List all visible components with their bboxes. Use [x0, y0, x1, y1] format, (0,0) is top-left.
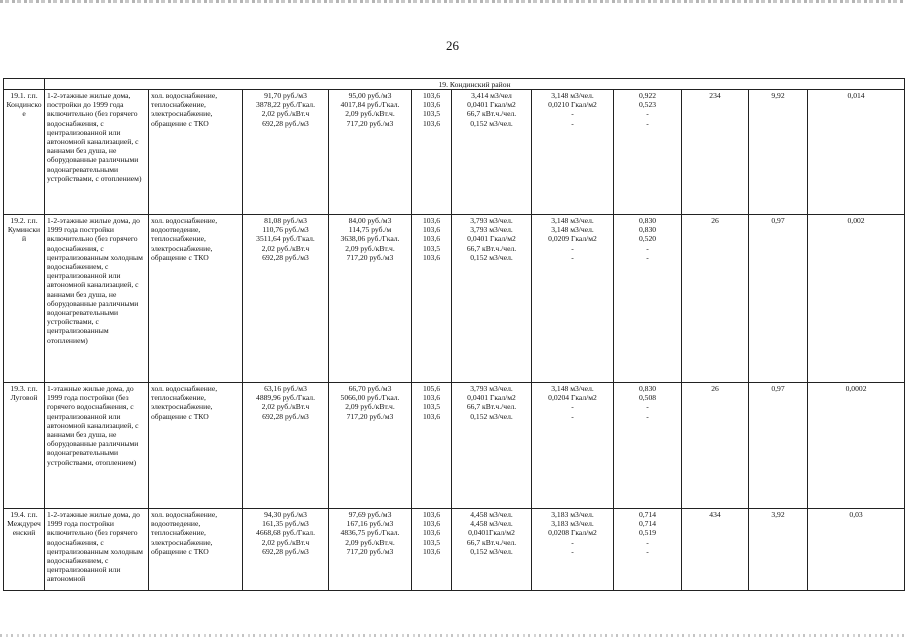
count-cell: 26 — [682, 215, 749, 383]
value2-cell: 0,0002 — [808, 383, 905, 509]
services-cell: хол. водоснабжение, водоотведение, теплоснабжение, электроснабжение, обращение с ТКО — [149, 215, 243, 383]
tariff-prev-cell: 81,08 руб./м3 110,76 руб./м3 3511,64 руб./Гкал. 2,02 руб./кВт.ч 692,28 руб./м3 — [243, 215, 329, 383]
housing-description: 1-2-этажные жилые дома, до 1999 года постройки включительно (без горячего водоснабжения, с централизованным холодным водоснабжением, с централизованной или автономной — [45, 509, 149, 591]
tariff-new-cell: 95,00 руб./м3 4017,84 руб./Гкал. 2,09 руб./кВт.ч. 717,20 руб./м3 — [329, 90, 412, 215]
value2-cell: 0,002 — [808, 215, 905, 383]
table-row — [4, 509, 905, 591]
count-cell: 434 — [682, 509, 749, 591]
tariff-new-cell: 66,70 руб./м3 5066,00 руб./Гкал. 2,09 руб./кВт.ч. 717,20 руб./м3 — [329, 383, 412, 509]
tariff-new-cell: 84,00 руб./м3 114,75 руб./м 3638,06 руб./Гкал. 2,09 руб./кВт.ч. 717,20 руб./м3 — [329, 215, 412, 383]
norm-b-cell: 3,148 м3/чел. 0,0210 Гкал/м2 - - — [532, 90, 614, 215]
services-cell: хол. водоснабжение, теплоснабжение, электроснабжение, обращение с ТКО — [149, 383, 243, 509]
settlement-cell: 19.3. г.п. Луговой — [4, 383, 45, 509]
services-cell: хол. водоснабжение, теплоснабжение, электроснабжение, обращение с ТКО — [149, 90, 243, 215]
settlement-cell: 19.1. г.п. Кондинско е — [4, 90, 45, 215]
scan-edge-top — [0, 0, 905, 3]
housing-description: 1-2-этажные жилые дома, до 1999 года постройки включительно (без горячего водоснабжения, с централизованным холодным водоснабжением, с централизованной или автономной канализацией, с ваннами без душа, не оборудованные различными водонагревательными устройствами, с централизованным отоплением) — [45, 215, 149, 383]
tariff-prev-cell: 94,30 руб./м3 161,35 руб./м3 4668,68 руб./Гкал. 2,02 руб./кВт.ч 692,28 руб./м3 — [243, 509, 329, 591]
settlement-cell: 19.4. г.п. Междуреч енский — [4, 509, 45, 591]
table-row — [4, 90, 905, 215]
coef-cell: 0,714 0,714 0,519 - - — [614, 509, 682, 591]
table-row — [4, 215, 905, 383]
tariff-new-cell: 97,69 руб./м3 167,16 руб./м3 4836,75 руб./Гкал. 2,09 руб./кВт.ч. 717,20 руб./м3 — [329, 509, 412, 591]
district-header-row — [4, 79, 905, 90]
table-row — [4, 383, 905, 509]
value2-cell: 0,03 — [808, 509, 905, 591]
services-cell: хол. водоснабжение, водоотведение, теплоснабжение, электроснабжение, обращение с ТКО — [149, 509, 243, 591]
page-number: 26 — [446, 38, 459, 53]
value1-cell: 9,92 — [749, 90, 808, 215]
count-cell: 26 — [682, 383, 749, 509]
norm-b-cell: 3,148 м3/чел. 0,0204 Гкал/м2 - - — [532, 383, 614, 509]
tariff-table — [3, 78, 905, 591]
norm-a-cell: 3,793 м3/чел. 0,0401 Гкал/м2 66,7 кВт.ч./чел. 0,152 м3/чел. — [452, 383, 532, 509]
norm-a-cell: 3,414 м3/чел 0,0401 Гкал/м2 66,7 кВт.ч./чел. 0,152 м3/чел. — [452, 90, 532, 215]
index-cell: 103,6 103,6 103,5 103,6 — [412, 90, 452, 215]
coef-cell: 0,830 0,830 0,520 - - — [614, 215, 682, 383]
housing-description: 1-2-этажные жилые дома, постройки до 1999 года включительно (без горячего водоснабжения, с централизованной или автономной канализацией, с ваннами без душа, не оборудованные различными водонагревательными устройствами, с отоплением) — [45, 90, 149, 215]
housing-description: 1-этажные жилые дома, до 1999 года постройки (без горячего водоснабжения, с централизованной или автономной канализацией, с ваннами без душа, не оборудованные различными водонагревательными устройствами, отоплением) — [45, 383, 149, 509]
district-title: 19. Кондинский район — [45, 79, 905, 90]
coef-cell: 0,830 0,508 - - — [614, 383, 682, 509]
value1-cell: 3,92 — [749, 509, 808, 591]
coef-cell: 0,922 0,523 - - — [614, 90, 682, 215]
value1-cell: 0,97 — [749, 383, 808, 509]
tariff-prev-cell: 91,70 руб./м3 3878,22 руб./Гкал. 2,02 руб./кВт.ч 692,28 руб./м3 — [243, 90, 329, 215]
index-cell: 105,6 103,6 103,5 103,6 — [412, 383, 452, 509]
value2-cell: 0,014 — [808, 90, 905, 215]
count-cell: 234 — [682, 90, 749, 215]
index-cell: 103,6 103,6 103,6 103,5 103,6 — [412, 215, 452, 383]
tariff-prev-cell: 63,16 руб./м3 4889,96 руб./Гкал. 2,02 руб./кВт.ч 692,28 руб./м3 — [243, 383, 329, 509]
norm-a-cell: 3,793 м3/чел. 3,793 м3/чел. 0,0401 Гкал/м2 66,7 кВт.ч./чел. 0,152 м3/чел. — [452, 215, 532, 383]
norm-b-cell: 3,148 м3/чел. 3,148 м3/чел. 0,0209 Гкал/м2 - - — [532, 215, 614, 383]
norm-b-cell: 3,183 м3/чел. 3,183 м3/чел. 0,0208 Гкал/м2 - - — [532, 509, 614, 591]
settlement-cell: 19.2. г.п. Кумински й — [4, 215, 45, 383]
value1-cell: 0,97 — [749, 215, 808, 383]
index-cell: 103,6 103,6 103,6 103,5 103,6 — [412, 509, 452, 591]
scan-edge-bottom — [0, 634, 905, 637]
norm-a-cell: 4,458 м3/чел. 4,458 м3/чел. 0,0401Гкал/м2 66,7 кВт.ч./чел. 0,152 м3/чел. — [452, 509, 532, 591]
